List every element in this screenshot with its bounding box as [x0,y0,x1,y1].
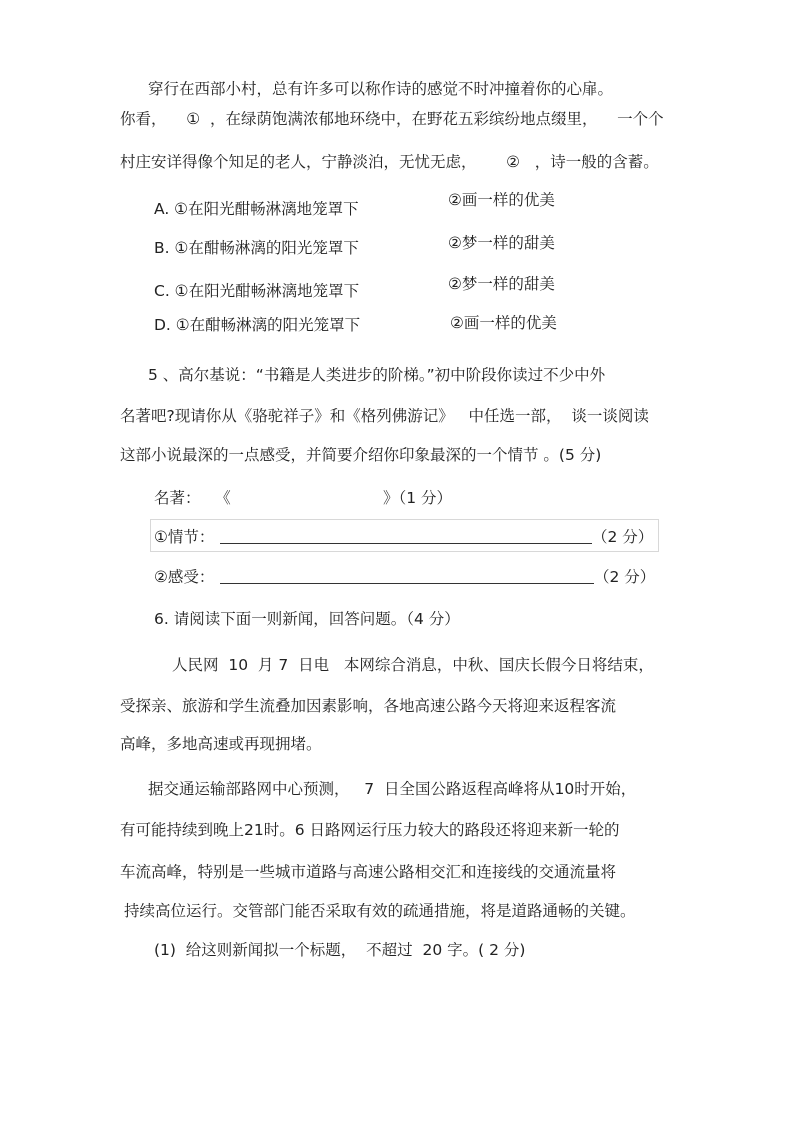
q5-line-1: 5 、高尔基说：“书籍是人类进步的阶梯。”初中阶段你读过不少中外 [148,366,606,384]
q5-plot-label: ①情节： [154,528,215,546]
q4-option-c-right: ②梦一样的甜美 [448,275,555,293]
q4-line-2: 你看， ① ，在绿荫饱满浓郁地环绕中，在野花五彩缤纷地点缀里， 一个个 [120,110,664,128]
q5-feel-label: ②感受： [154,568,215,586]
q4-option-b: B. ①在酣畅淋漓的阳光笼罩下 [154,239,359,257]
q6-subquestion-1: (1) 给这则新闻拟一个标题， 不超过 20 字。( 2 分) [154,941,526,959]
q4-option-c: C. ①在阳光酣畅淋漓地笼罩下 [154,282,360,300]
q5-feel-score: （2 分） [594,568,656,586]
q4-line-3: 村庄安详得像个知足的老人，宁静淡泊，无忧无虑， ② ，诗一般的含蓄。 [120,153,659,171]
q4-option-d: D. ①在酣畅淋漓的阳光笼罩下 [154,316,361,334]
q6-para1-line3: 高峰，多地高速或再现拥堵。 [120,735,322,753]
q4-line-1: 穿行在西部小村，总有许多可以称作诗的感觉不时冲撞着你的心扉。 [148,80,614,98]
q5-plot-answer-line[interactable] [220,543,592,544]
q4-option-b-right: ②梦一样的甜美 [448,234,555,252]
q4-option-a-right: ②画一样的优美 [448,191,555,209]
q6-para2-line2: 有可能持续到晚上21时。6 日路网运行压力较大的路段还将迎来新一轮的 [120,821,620,839]
q5-line-2: 名著吧?现请你从《骆驼祥子》和《格列佛游记》 中任选一部， 谈一谈阅读 [120,407,649,425]
q6-para2-line3: 车流高峰，特别是一些城市道路与高速公路相交汇和连接线的交通流量将 [120,863,617,881]
q5-book-label: 名著： 《 [154,489,231,507]
q6-para1-line2: 受探亲、旅游和学生流叠加因素影响，各地高速公路今天将迎来返程客流 [120,697,617,715]
q6-title: 6. 请阅读下面一则新闻，回答问题。（4 分） [154,610,460,628]
q5-book-score: 》（1 分） [383,489,453,507]
q5-line-3: 这部小说最深的一点感受，并简要介绍你印象最深的一个情节 。(5 分) [120,446,602,464]
q6-para1-line1: 人民网 10 月 7 日电 本网综合消息，中秋、国庆长假今日将结束， [172,656,654,674]
q4-option-a: A. ①在阳光酣畅淋漓地笼罩下 [154,200,359,218]
q5-feel-answer-line[interactable] [220,583,594,584]
q5-plot-score: （2 分） [592,528,654,546]
q6-para2-line1: 据交通运输部路网中心预测， 7 日全国公路返程高峰将从10时开始， [148,780,637,798]
q5-plot-box [150,519,659,552]
q4-option-d-right: ②画一样的优美 [450,314,557,332]
q6-para2-line4: 持续高位运行。交管部门能否采取有效的疏通措施，将是道路通畅的关键。 [124,902,636,920]
